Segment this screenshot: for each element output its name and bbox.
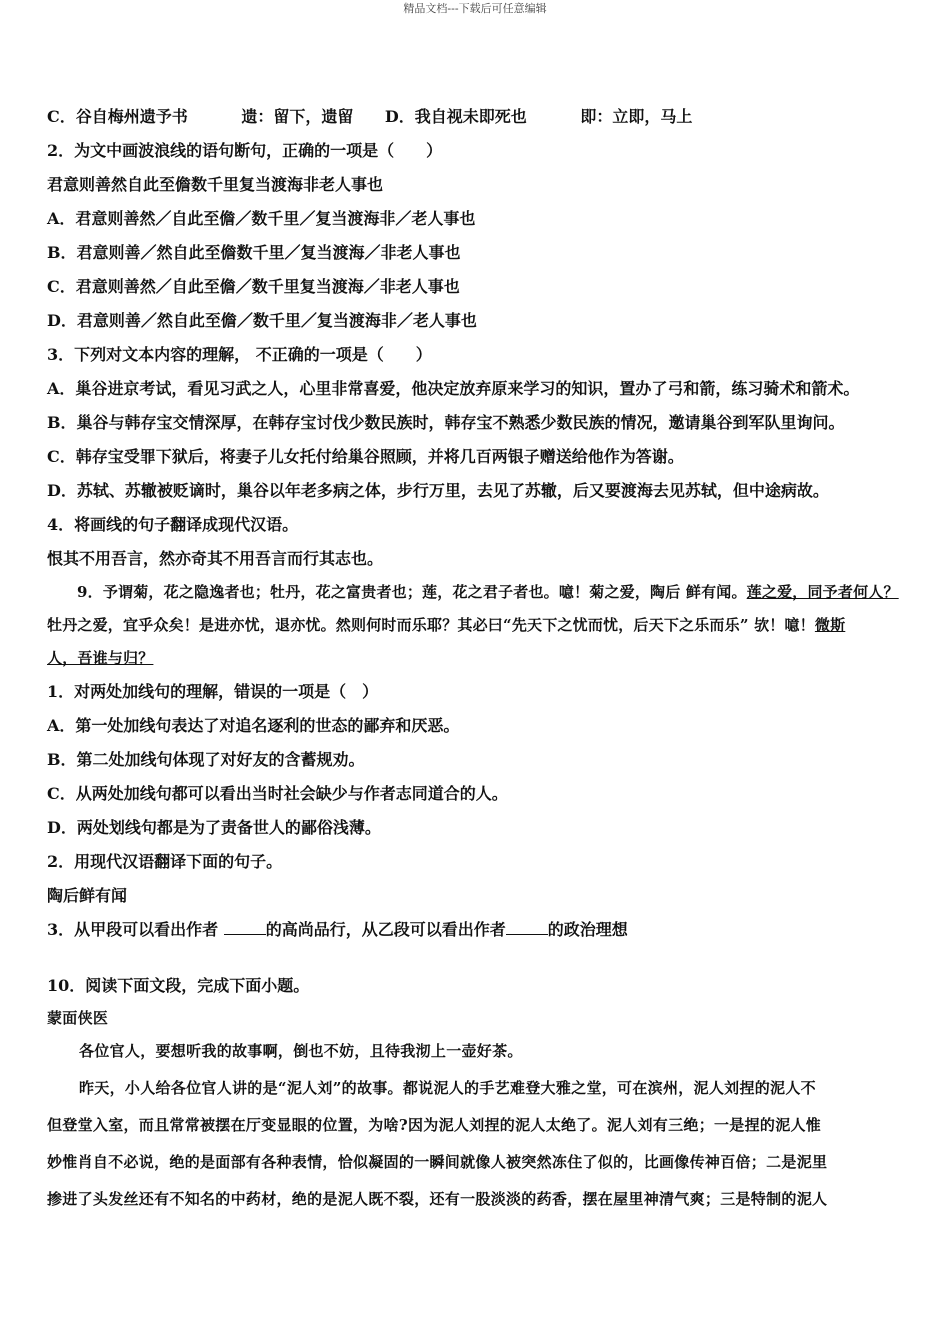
- q9-s1-option-c: C．从两处加线句都可以看出当时社会缺少与作者志同道合的人。: [47, 784, 508, 803]
- q2-stem: 2．为文中画波浪线的语句断句，正确的一项是（ ）: [47, 141, 443, 160]
- option-c-note: 遗：留下，遗留: [241, 107, 354, 126]
- q10-p2-line2: 但登堂入室，而且常常被摆在厅变显眼的位置，为啥?因为泥人刘捏的泥人太绝了。泥人刘有三绝；一是捏的泥人惟: [47, 1116, 822, 1134]
- q3-option-a: A．巢谷进京考试，看见习武之人，心里非常喜爱，他决定放弃原来学习的知识，置办了弓和箭，练习骑术和箭术。: [47, 379, 860, 398]
- answer-blank-2[interactable]: [506, 920, 548, 935]
- q9-s1-option-a: A．第一处加线句表达了对追名逐利的世态的鄙弃和厌恶。: [47, 716, 460, 735]
- q3-option-c: C．韩存宝受罪下狱后，将妻子儿女托付给巢谷照顾，并将几百两银子赠送给他作为答谢。: [47, 447, 684, 466]
- q10-p2-line4: 掺进了头发丝还有不知名的中药材，绝的是泥人既不裂，还有一股淡淡的药香，摆在屋里神清气爽；三是特制的泥人: [47, 1190, 828, 1208]
- q10-stem: 10．阅读下面文段，完成下面小题。: [47, 976, 310, 995]
- option-d: D．我自视未即死也: [384, 107, 527, 126]
- q3-stem: 3．下列对文本内容的理解， 不正确的一项是（ ）: [47, 345, 432, 364]
- q2-text: 君意则善然自此至儋数千里复当渡海非老人事也: [47, 175, 384, 194]
- q9-underlined-2a: 微斯: [814, 616, 846, 634]
- q9-underlined-1: 莲之爱，同予者何人？: [746, 583, 899, 601]
- document-body: [47, 100, 907, 1218]
- q9-s2-text: 陶后鲜有闻: [47, 886, 128, 905]
- q9-s1-option-d: D．两处划线句都是为了责备世人的鄙俗浅薄。: [47, 818, 381, 837]
- q2-option-a: A．君意则善然／自此至儋／数千里／复当渡海非／老人事也: [47, 209, 476, 228]
- q4-stem: 4．将画线的句子翻译成现代汉语。: [47, 515, 299, 534]
- q2-option-b: B．君意则善／然自此至儋数千里／复当渡海／非老人事也: [47, 243, 461, 262]
- q10-title: 蒙面侠医: [47, 1009, 109, 1027]
- q2-option-c: C．君意则善然／自此至儋／数千里复当渡海／非老人事也: [47, 277, 460, 296]
- q3-option-d: D．苏轼、苏辙被贬谪时，巢谷以年老多病之体，步行万里，去见了苏辙，后又要渡海去见苏轼，但中途病故。: [47, 481, 829, 500]
- q9-s3-part1: 3．从甲段可以看出作者: [47, 920, 224, 939]
- option-line-cd: [47, 100, 907, 134]
- q9-s3-part3: 的政治理想: [547, 920, 628, 939]
- page-header: 精品文档---下载后可任意编辑: [403, 2, 547, 15]
- q4-text: 恨其不用吾言，然亦奇其不用吾言而行其志也。: [47, 549, 384, 568]
- q9-passage-line2: [47, 609, 907, 642]
- q9-passage-line3: [47, 642, 907, 675]
- q2-option-d: D．君意则善／然自此至儋／数千里／复当渡海非／老人事也: [47, 311, 477, 330]
- q10-p1: 各位官人，要想听我的故事啊，倒也不妨，且待我沏上一壶好茶。: [79, 1042, 523, 1060]
- q9-s3: [47, 913, 907, 947]
- answer-blank-1[interactable]: [224, 920, 266, 935]
- q9-s3-part2: 的高尚品行，从乙段可以看出作者: [265, 920, 506, 939]
- q3-option-b: B．巢谷与韩存宝交情深厚，在韩存宝讨伐少数民族时，韩存宝不熟悉少数民族的情况，邀请巢谷到军队里询问。: [47, 413, 845, 432]
- q9-underlined-2b: 人，吾谁与归？: [47, 649, 154, 667]
- q9-s2-stem: 2．用现代汉语翻译下面的句子。: [47, 852, 283, 871]
- q10-p2-line3: 妙惟肖自不必说，绝的是面部有各种表情，恰似凝固的一瞬间就像人被突然冻住了似的，比画像传神百倍；二是泥里: [47, 1153, 828, 1171]
- option-c: C．谷自梅州遗予书: [47, 107, 188, 126]
- option-d-note: 即：立即，马上: [580, 107, 693, 126]
- q10-p2-line1: 昨天，小人给各位官人讲的是“泥人刘”的故事。都说泥人的手艺难登大雅之堂，可在滨州，泥人刘捏的泥人不: [79, 1079, 816, 1097]
- q9-line1-text: 9．予谓菊，花之隐逸者也；牡丹，花之富贵者也；莲，花之君子者也。噫！菊之爱，陶后 鲜有闻。: [77, 583, 747, 601]
- q9-line2-text: 牡丹之爱，宜乎众矣！是进亦忧，退亦忧。然则何时而乐耶？其必曰“先天下之忧而忧，后天下之乐而乐” 欤！噫！: [47, 616, 815, 634]
- q9-s1-option-b: B．第二处加线句体现了对好友的含蓄规劝。: [47, 750, 365, 769]
- q9-passage-line1: [47, 576, 907, 609]
- q9-s1-stem: 1．对两处加线句的理解，错误的一项是（ ）: [47, 682, 379, 701]
